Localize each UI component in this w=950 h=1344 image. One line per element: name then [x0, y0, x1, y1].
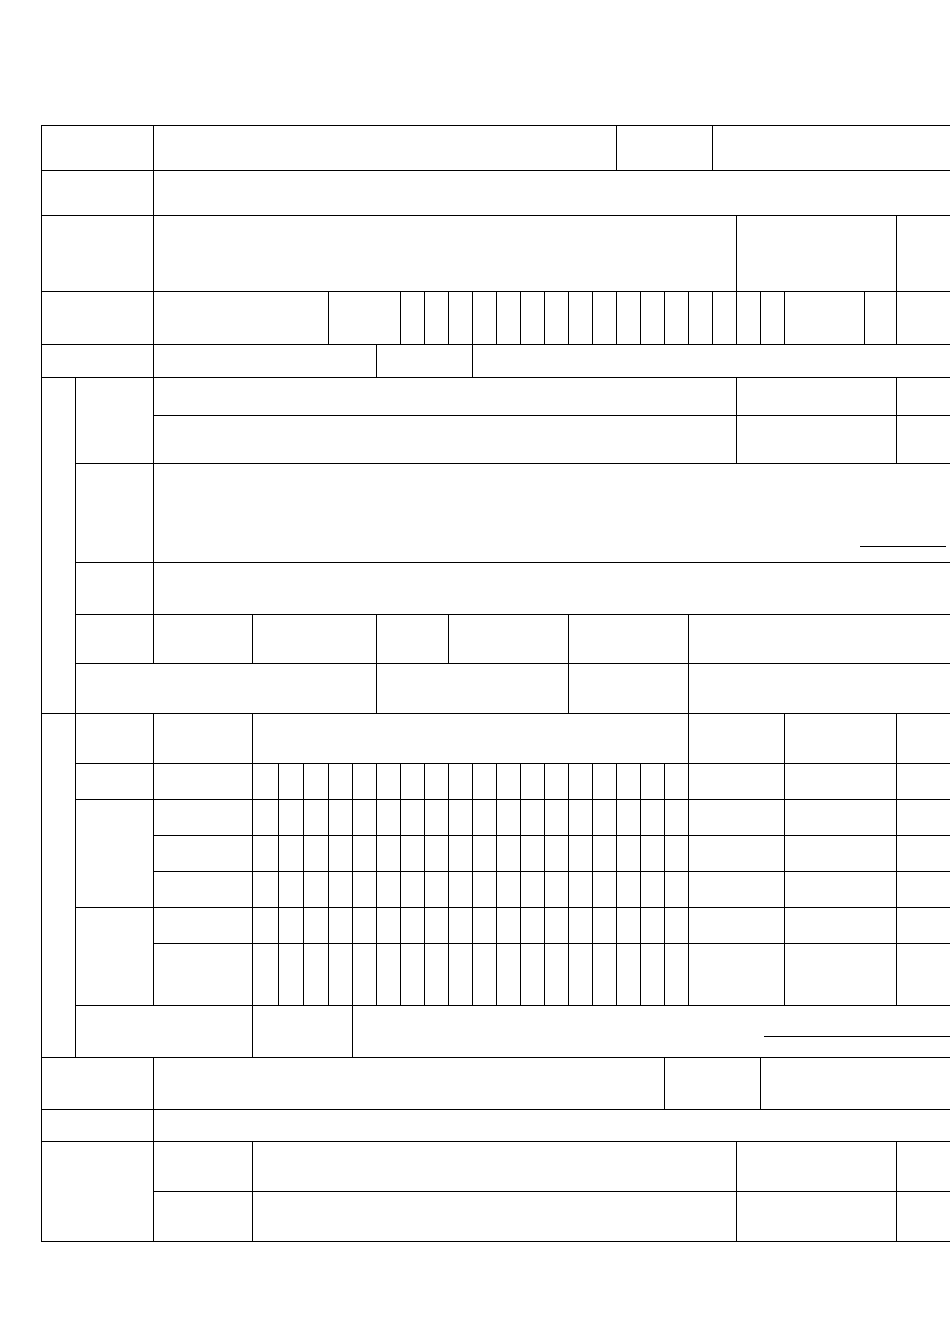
id-cell [593, 872, 617, 908]
id-cell [545, 836, 569, 872]
id-cell [593, 944, 617, 1006]
id-cell [473, 908, 497, 944]
maint-contact-label [737, 1192, 897, 1242]
id-cell [641, 908, 665, 944]
network-addr-row [42, 416, 950, 464]
ic-card-row [42, 664, 950, 714]
id-cell [425, 836, 449, 872]
person-phone [689, 764, 785, 800]
full-time-count [764, 1036, 860, 1037]
id-digit [521, 292, 545, 345]
maint-name [253, 1142, 737, 1192]
person-type [785, 908, 897, 944]
fixed-ip-row [42, 563, 950, 615]
id-cell [521, 764, 545, 800]
id-cell [353, 836, 377, 872]
id-cell [253, 872, 279, 908]
personnel-row [42, 944, 950, 1006]
id-cell [497, 836, 521, 872]
id-cell [353, 908, 377, 944]
maintenance-addr-row [42, 1192, 950, 1242]
id-cell [569, 836, 593, 872]
provider-cell [154, 378, 737, 416]
developer-value [154, 1110, 950, 1142]
name-header [154, 714, 253, 764]
id-digit [761, 292, 785, 345]
id-digit [713, 292, 737, 345]
scale-row [42, 615, 950, 664]
id-cell [253, 908, 279, 944]
applicant-row [42, 126, 950, 171]
id-cell [617, 944, 641, 1006]
id-digit [665, 292, 689, 345]
id-cell [329, 800, 353, 836]
id-cell [473, 764, 497, 800]
id-cell [545, 944, 569, 1006]
id-cell [641, 944, 665, 1006]
person-training [897, 836, 950, 872]
staff-count-row [42, 1006, 950, 1058]
part-time-count [860, 1036, 950, 1037]
cafe-phone-label [737, 216, 897, 292]
id-cell [521, 872, 545, 908]
id-digit [425, 292, 449, 345]
maint-phone [897, 1142, 950, 1192]
id-cell [545, 800, 569, 836]
id-cell [521, 800, 545, 836]
install-date [689, 664, 950, 714]
venue-value [154, 216, 737, 292]
person-type [785, 944, 897, 1006]
maint-contact [897, 1192, 950, 1242]
id-cell [617, 836, 641, 872]
developer-row [42, 1110, 950, 1142]
id-digit [497, 292, 521, 345]
id-cell [569, 944, 593, 1006]
id-cell [569, 872, 593, 908]
id-digit [737, 292, 761, 345]
id-cell [353, 872, 377, 908]
fixed-ip-cell [154, 563, 950, 615]
id-digit [865, 292, 897, 345]
network-section-label [42, 378, 76, 714]
id-cell [641, 764, 665, 800]
id-cell [279, 836, 304, 872]
id-cell [353, 764, 377, 800]
id-cell [497, 944, 521, 1006]
staff-breakdown [353, 1006, 950, 1058]
id-cell [665, 944, 689, 1006]
maint-addr-label [154, 1192, 253, 1242]
id-cell [473, 800, 497, 836]
id-cell [377, 800, 401, 836]
role-head [76, 764, 154, 800]
id-cell [304, 908, 329, 944]
id-cell [353, 944, 377, 1006]
id-cell [449, 944, 473, 1006]
person-type [785, 800, 897, 836]
cafe-phone-value [897, 216, 950, 292]
software-label [42, 1058, 154, 1110]
id-digit [569, 292, 593, 345]
person-phone [689, 800, 785, 836]
personnel-section-label [42, 714, 76, 1058]
person-phone [689, 872, 785, 908]
network-method-row [42, 464, 950, 563]
id-cell [401, 800, 425, 836]
servers-label [154, 615, 253, 664]
provider-phone [897, 378, 950, 416]
method-other[interactable] [860, 524, 946, 547]
id-digit [617, 292, 641, 345]
training-header [897, 714, 950, 764]
personnel-row [42, 800, 950, 836]
id-digit [785, 292, 865, 345]
cafe-name-label [617, 126, 713, 171]
address-label [42, 171, 154, 216]
access-network-label [76, 378, 154, 464]
staff-count-label [76, 1006, 253, 1058]
area-label [569, 615, 689, 664]
person-type [785, 764, 897, 800]
access-method-label [76, 464, 154, 563]
maintenance-label [42, 1142, 154, 1242]
id-cell [401, 944, 425, 1006]
access-method-options [154, 464, 950, 563]
id-cell [377, 836, 401, 872]
venue-row [42, 216, 950, 292]
id-cell [304, 800, 329, 836]
id-digit [401, 292, 425, 345]
id-cell [617, 872, 641, 908]
id-cell [593, 800, 617, 836]
terminals-label [377, 615, 449, 664]
phone-header [689, 714, 785, 764]
id-cell [425, 800, 449, 836]
id-cell [521, 908, 545, 944]
id-cell [593, 908, 617, 944]
id-cell [329, 872, 353, 908]
id-cell [545, 872, 569, 908]
id-cell [569, 764, 593, 800]
cafe-name-value [713, 126, 950, 171]
person-type [785, 872, 897, 908]
ic-label [76, 664, 377, 714]
id-cell [569, 908, 593, 944]
id-cell [425, 872, 449, 908]
network-addr-cell [154, 416, 737, 464]
contact-row [42, 345, 950, 378]
applicant-cell [154, 126, 617, 171]
id-cell [473, 872, 497, 908]
person-phone [689, 944, 785, 1006]
id-cell [569, 800, 593, 836]
id-cell [304, 836, 329, 872]
id-cell [593, 836, 617, 872]
id-cell [377, 908, 401, 944]
corp-code-label [377, 345, 473, 378]
id-cell [641, 836, 665, 872]
person-training [897, 764, 950, 800]
id-cell [304, 872, 329, 908]
personnel-row [42, 872, 950, 908]
software-name [154, 1058, 665, 1110]
cert-label [665, 1058, 761, 1110]
id-cell [401, 836, 425, 872]
role-network-security [76, 800, 154, 908]
maintenance-name-row [42, 1142, 950, 1192]
provider-phone-label [737, 378, 897, 416]
cert-value [761, 1058, 950, 1110]
id-cell [545, 908, 569, 944]
id-cell [617, 764, 641, 800]
applicant-label [42, 126, 154, 171]
id-cell [253, 764, 279, 800]
id-cell [304, 764, 329, 800]
id-cell [377, 944, 401, 1006]
person-name [154, 764, 253, 800]
person-phone [689, 836, 785, 872]
id-cell [497, 764, 521, 800]
person-name [154, 944, 253, 1006]
id-label [329, 292, 401, 345]
id-cell [425, 764, 449, 800]
software-row [42, 1058, 950, 1110]
person-training [897, 908, 950, 944]
netname-label [737, 416, 897, 464]
id-cell [329, 836, 353, 872]
id-cell [279, 944, 304, 1006]
id-cell [279, 872, 304, 908]
id-cell [665, 836, 689, 872]
person-name [154, 908, 253, 944]
id-cell [425, 908, 449, 944]
id-cell [304, 944, 329, 1006]
terminals-value [449, 615, 569, 664]
id-digit [449, 292, 473, 345]
id-cell [425, 944, 449, 1006]
id-digit [545, 292, 569, 345]
id-cell [329, 908, 353, 944]
id-cell [617, 908, 641, 944]
id-cell [497, 872, 521, 908]
other-blank[interactable] [860, 524, 946, 547]
id-cell [279, 800, 304, 836]
id-cell [545, 764, 569, 800]
id-cell [377, 764, 401, 800]
id-digit [689, 292, 713, 345]
venue-label [42, 216, 154, 292]
id-digit [641, 292, 665, 345]
staff-count [253, 1006, 353, 1058]
scale-label [76, 615, 154, 664]
id-cell [253, 800, 279, 836]
id-cell [449, 764, 473, 800]
corp-code [473, 345, 950, 378]
id-cell [593, 764, 617, 800]
id-cell [279, 908, 304, 944]
id-cell [449, 836, 473, 872]
id-cell [521, 944, 545, 1006]
contact-label [42, 345, 154, 378]
address-value [154, 171, 950, 216]
id-cell [279, 764, 304, 800]
registration-form [41, 125, 950, 1242]
id-digit [593, 292, 617, 345]
id-cell [329, 764, 353, 800]
id-cell [253, 944, 279, 1006]
id-cell [449, 872, 473, 908]
id-cell [449, 800, 473, 836]
id-cell [641, 800, 665, 836]
contact-phone [154, 345, 377, 378]
id-cell [665, 800, 689, 836]
person-phone [689, 908, 785, 944]
id-cell [665, 764, 689, 800]
type-header [785, 714, 897, 764]
id-cell [329, 944, 353, 1006]
person-training [897, 872, 950, 908]
id-cell [353, 800, 377, 836]
id-cell [401, 872, 425, 908]
maint-phone-label [737, 1142, 897, 1192]
id-cell [377, 872, 401, 908]
address-row [42, 171, 950, 216]
id-header [253, 714, 689, 764]
personnel-header-row [42, 714, 950, 764]
servers-value [253, 615, 377, 664]
id-cell [253, 836, 279, 872]
role-header [76, 714, 154, 764]
developer-label [42, 1110, 154, 1142]
legal-rep-label [42, 292, 154, 345]
install-time-label [569, 664, 689, 714]
person-name [154, 836, 253, 872]
id-digit-end [897, 292, 950, 345]
netname-value [897, 416, 950, 464]
personnel-row [42, 836, 950, 872]
maint-name-label [154, 1142, 253, 1192]
id-cell [641, 872, 665, 908]
role-computer-security [76, 908, 154, 1006]
id-cell [665, 872, 689, 908]
person-name [154, 800, 253, 836]
person-name [154, 872, 253, 908]
id-cell [449, 908, 473, 944]
id-digit [473, 292, 497, 345]
ic-value [377, 664, 569, 714]
id-cell [617, 800, 641, 836]
id-cell [401, 764, 425, 800]
legal-rep-name [154, 292, 329, 345]
person-type [785, 836, 897, 872]
id-cell [473, 944, 497, 1006]
person-training [897, 800, 950, 836]
id-cell [665, 908, 689, 944]
fixed-ip-label [76, 563, 154, 615]
maint-addr [253, 1192, 737, 1242]
legal-rep-row [42, 292, 950, 345]
personnel-row [42, 908, 950, 944]
personnel-row [42, 764, 950, 800]
id-cell [401, 908, 425, 944]
person-training [897, 944, 950, 1006]
id-cell [521, 836, 545, 872]
id-cell [473, 836, 497, 872]
id-cell [497, 908, 521, 944]
area-value [689, 615, 950, 664]
id-cell [497, 800, 521, 836]
network-provider-row [42, 378, 950, 416]
